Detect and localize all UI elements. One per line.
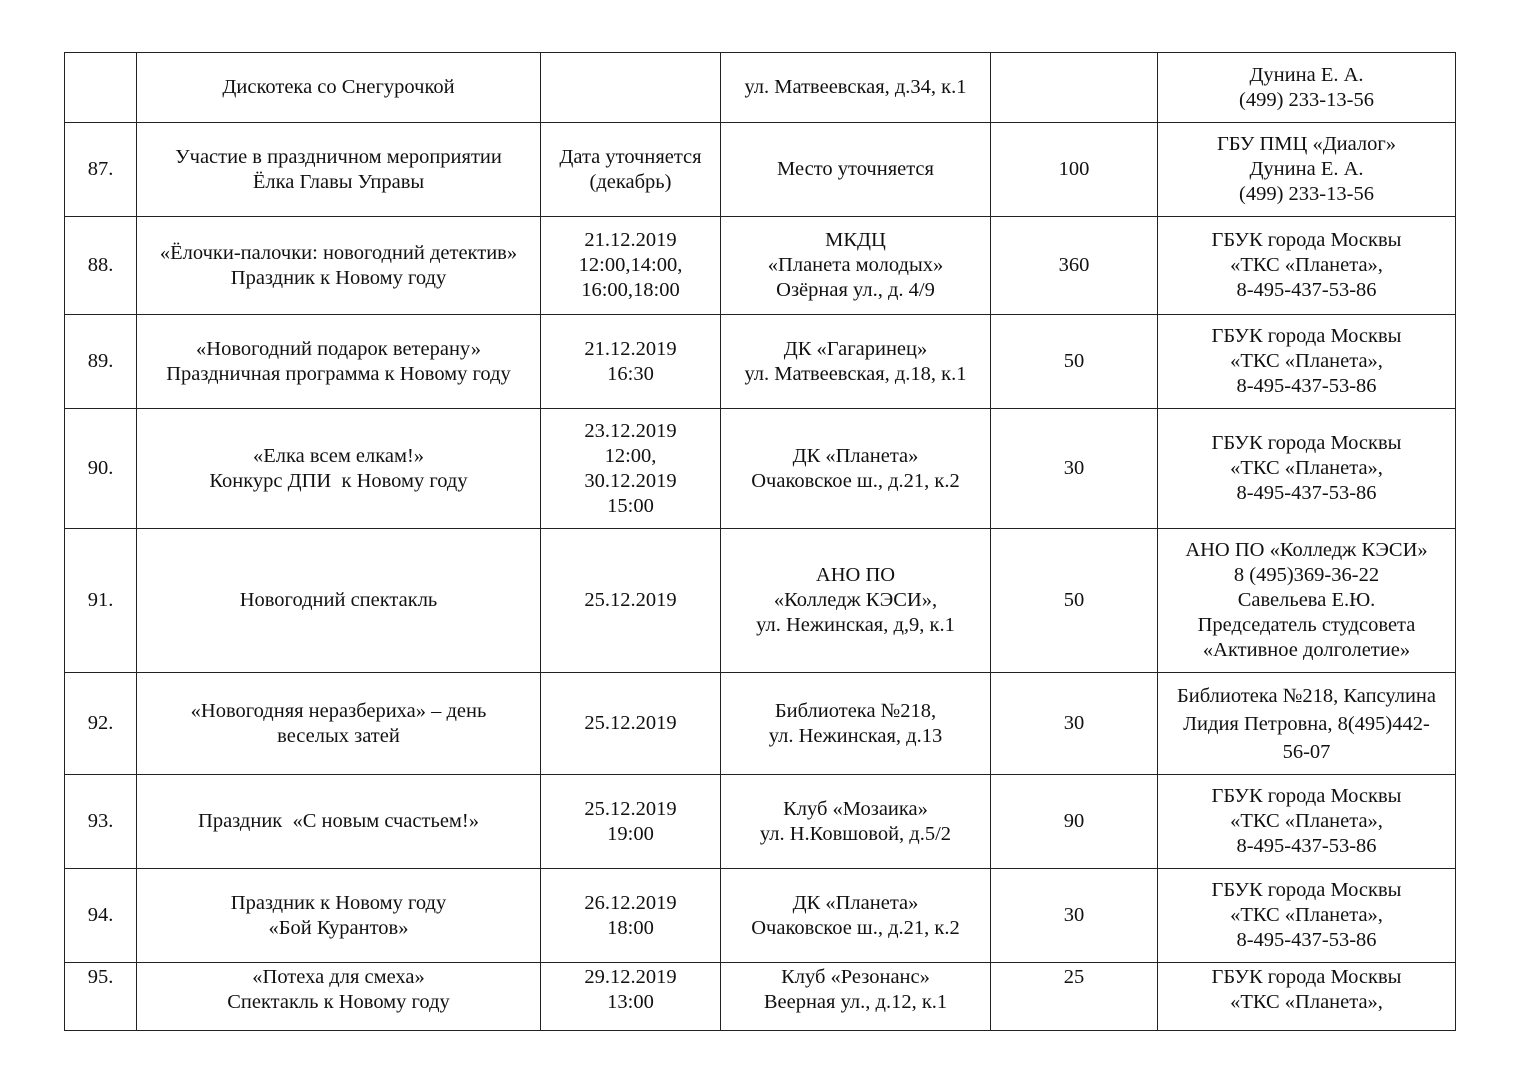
organizer-cell bbox=[1158, 869, 1456, 963]
organizer-line: 8 (495)369-36-22 bbox=[1233, 564, 1380, 586]
organizer-line: ГБУК города Москвы bbox=[1211, 229, 1402, 251]
organizer-cell bbox=[1158, 529, 1456, 673]
place-line: Озёрная ул., д. 4/9 bbox=[776, 279, 935, 301]
date-line: 18:00 bbox=[607, 916, 654, 939]
place-cell bbox=[721, 123, 991, 217]
place-line: ДК «Планета» bbox=[792, 444, 919, 467]
organizer-line: Лидия Петровна, 8(495)442- bbox=[1183, 712, 1430, 735]
date-line: Дата уточняется bbox=[559, 145, 702, 168]
date-cell bbox=[541, 409, 721, 529]
count-cell bbox=[991, 869, 1158, 963]
organizer-line: «ТКС «Планета», bbox=[1230, 810, 1383, 832]
place-cell bbox=[721, 409, 991, 529]
date-line: (декабрь) bbox=[589, 170, 672, 193]
date-line: 21.12.2019 bbox=[584, 337, 677, 360]
event-line: Праздник к Новому году bbox=[230, 266, 447, 289]
date-line: 25.12.2019 bbox=[584, 797, 677, 820]
event-line: «Новогодняя неразбериха» – день bbox=[190, 699, 487, 722]
row-number-cell bbox=[65, 775, 137, 869]
organizer-cell bbox=[1158, 123, 1456, 217]
date-cell bbox=[541, 673, 721, 775]
event-cell bbox=[137, 409, 541, 529]
event-cell bbox=[137, 529, 541, 673]
date-line: 30.12.2019 bbox=[584, 469, 677, 492]
date-line: 16:00,18:00 bbox=[581, 279, 680, 301]
event-cell bbox=[137, 775, 541, 869]
event-line: «Елка всем елкам!» bbox=[252, 444, 425, 467]
place-cell bbox=[721, 869, 991, 963]
place-line: АНО ПО bbox=[815, 564, 896, 586]
place-line: ул. Матвеевская, д.18, к.1 bbox=[744, 362, 967, 385]
table-row bbox=[65, 123, 1456, 217]
event-line: веселых затей bbox=[277, 724, 400, 747]
organizer-cell bbox=[1158, 53, 1456, 123]
organizer-line: 8-495-437-53-86 bbox=[1236, 482, 1377, 504]
count-cell bbox=[991, 123, 1158, 217]
organizer-line: (499) 233-13-56 bbox=[1239, 183, 1374, 205]
row-number-cell bbox=[65, 123, 137, 217]
organizer-cell bbox=[1158, 315, 1456, 409]
date-line: 25.12.2019 bbox=[584, 589, 677, 611]
place-cell bbox=[721, 529, 991, 673]
participant-count: 360 bbox=[1058, 254, 1090, 276]
event-cell bbox=[137, 673, 541, 775]
event-line: «Потеха для смеха» bbox=[252, 966, 425, 988]
event-line: Ёлка Главы Управы bbox=[252, 170, 425, 193]
organizer-line: ГБУК города Москвы bbox=[1211, 785, 1402, 807]
row-number-cell bbox=[65, 963, 137, 1031]
organizer-line: 8-495-437-53-86 bbox=[1236, 375, 1377, 397]
row-number-cell bbox=[65, 673, 137, 775]
event-line: Праздник к Новому году bbox=[230, 891, 447, 914]
organizer-line: 8-495-437-53-86 bbox=[1236, 835, 1377, 857]
row-number: 92. bbox=[87, 712, 114, 734]
place-line: «Колледж КЭСИ», bbox=[773, 589, 938, 611]
date-line: 15:00 bbox=[607, 494, 654, 517]
organizer-line: Савельева Е.Ю. bbox=[1237, 589, 1376, 611]
date-line: 23.12.2019 bbox=[584, 419, 677, 442]
place-line: ДК «Планета» bbox=[792, 891, 919, 914]
row-number-cell bbox=[65, 53, 137, 123]
organizer-line: ГБУК города Москвы bbox=[1211, 325, 1402, 347]
organizer-line: Библиотека №218, Капсулина bbox=[1177, 684, 1436, 707]
table-row bbox=[65, 775, 1456, 869]
date-cell bbox=[541, 529, 721, 673]
row-number: 89. bbox=[87, 350, 114, 372]
row-number: 93. bbox=[87, 810, 114, 832]
count-cell bbox=[991, 673, 1158, 775]
event-line: Дискотека со Снегурочкой bbox=[222, 76, 455, 98]
event-cell bbox=[137, 869, 541, 963]
organizer-line: «ТКС «Планета», bbox=[1230, 254, 1383, 276]
organizer-line: ГБУК города Москвы bbox=[1211, 879, 1402, 901]
date-line: 21.12.2019 bbox=[584, 229, 677, 251]
row-number: 87. bbox=[87, 158, 114, 180]
organizer-line: 56-07 bbox=[1282, 740, 1331, 763]
count-cell bbox=[991, 315, 1158, 409]
place-line: Очаковское ш., д.21, к.2 bbox=[751, 916, 960, 939]
place-line: ул. Матвеевская, д.34, к.1 bbox=[744, 76, 967, 98]
row-number: 88. bbox=[87, 254, 114, 276]
place-line: ул. Нежинская, д.13 bbox=[768, 724, 943, 747]
date-line: 12:00,14:00, bbox=[578, 254, 683, 276]
place-line: ул. Нежинская, д,9, к.1 bbox=[756, 614, 955, 636]
table-row bbox=[65, 673, 1456, 775]
place-line: ДК «Гагаринец» bbox=[783, 337, 928, 360]
row-number: 90. bbox=[87, 457, 114, 479]
organizer-line: ГБУК города Москвы bbox=[1211, 966, 1402, 988]
table-row bbox=[65, 217, 1456, 315]
place-cell bbox=[721, 53, 991, 123]
place-line: Библиотека №218, bbox=[774, 699, 937, 722]
place-line: Место уточняется bbox=[777, 158, 934, 180]
place-cell bbox=[721, 775, 991, 869]
table-row bbox=[65, 53, 1456, 123]
participant-count: 30 bbox=[1063, 457, 1085, 479]
event-line: «Ёлочки-палочки: новогодний детектив» bbox=[159, 241, 518, 264]
organizer-line: ГБУ ПМЦ «Диалог» bbox=[1216, 133, 1397, 155]
event-line: «Новогодний подарок ветерану» bbox=[196, 337, 481, 360]
date-cell bbox=[541, 53, 721, 123]
place-cell bbox=[721, 673, 991, 775]
date-cell bbox=[541, 963, 721, 1031]
place-line: ул. Н.Ковшовой, д.5/2 bbox=[759, 822, 952, 845]
event-cell bbox=[137, 315, 541, 409]
count-cell bbox=[991, 53, 1158, 123]
participant-count: 100 bbox=[1058, 158, 1090, 180]
count-cell bbox=[991, 529, 1158, 673]
date-line: 16:30 bbox=[607, 362, 654, 385]
place-cell bbox=[721, 217, 991, 315]
organizer-line: «ТКС «Планета», bbox=[1230, 350, 1383, 372]
date-cell bbox=[541, 123, 721, 217]
event-line: «Бой Курантов» bbox=[268, 916, 409, 939]
event-line: Новогодний спектакль bbox=[239, 589, 438, 611]
table-row bbox=[65, 963, 1456, 1031]
row-number-cell bbox=[65, 409, 137, 529]
date-cell bbox=[541, 217, 721, 315]
event-line: Конкурс ДПИ к Новому году bbox=[209, 469, 468, 492]
row-number: 91. bbox=[87, 589, 114, 611]
organizer-line: 8-495-437-53-86 bbox=[1236, 279, 1377, 301]
organizer-line: Дунина Е. А. bbox=[1249, 63, 1364, 86]
participant-count: 25 bbox=[1063, 966, 1085, 988]
organizer-line: «ТКС «Планета», bbox=[1230, 904, 1383, 926]
count-cell bbox=[991, 409, 1158, 529]
participant-count: 50 bbox=[1063, 589, 1085, 611]
row-number-cell bbox=[65, 217, 137, 315]
participant-count: 50 bbox=[1063, 350, 1085, 372]
place-line: Клуб «Резонанс» bbox=[781, 966, 930, 988]
organizer-line: АНО ПО «Колледж КЭСИ» bbox=[1185, 539, 1428, 561]
organizer-line: «Активное долголетие» bbox=[1202, 639, 1411, 661]
event-cell bbox=[137, 963, 541, 1031]
events-table-body bbox=[65, 53, 1456, 1031]
date-cell bbox=[541, 775, 721, 869]
count-cell bbox=[991, 217, 1158, 315]
date-line: 25.12.2019 bbox=[584, 712, 677, 734]
event-cell bbox=[137, 217, 541, 315]
count-cell bbox=[991, 775, 1158, 869]
event-line: Участие в праздничном мероприятии bbox=[175, 145, 502, 168]
event-line: Праздник «С новым счастьем!» bbox=[198, 810, 479, 832]
place-cell bbox=[721, 963, 991, 1031]
date-line: 29.12.2019 bbox=[584, 966, 677, 988]
row-number: 94. bbox=[87, 904, 114, 926]
row-number-cell bbox=[65, 529, 137, 673]
row-number: 95. bbox=[87, 966, 114, 988]
participant-count: 30 bbox=[1063, 712, 1085, 734]
organizer-line: ГБУК города Москвы bbox=[1211, 432, 1402, 454]
organizer-cell bbox=[1158, 217, 1456, 315]
participant-count: 30 bbox=[1063, 904, 1085, 926]
place-line: «Планета молодых» bbox=[767, 254, 944, 276]
event-cell bbox=[137, 123, 541, 217]
table-row bbox=[65, 869, 1456, 963]
date-cell bbox=[541, 315, 721, 409]
organizer-cell bbox=[1158, 409, 1456, 529]
table-row bbox=[65, 409, 1456, 529]
date-line: 12:00, bbox=[604, 444, 657, 467]
place-line: Клуб «Мозаика» bbox=[783, 797, 928, 820]
participant-count: 90 bbox=[1063, 810, 1085, 832]
events-table bbox=[64, 52, 1456, 1031]
table-row bbox=[65, 315, 1456, 409]
row-number-cell bbox=[65, 869, 137, 963]
organizer-cell bbox=[1158, 963, 1456, 1031]
organizer-line: Дунина Е. А. bbox=[1249, 158, 1364, 180]
place-line: Очаковское ш., д.21, к.2 bbox=[751, 469, 960, 492]
organizer-line: Председатель студсовета bbox=[1197, 614, 1416, 636]
event-line: Праздничная программа к Новому году bbox=[166, 362, 511, 385]
date-cell bbox=[541, 869, 721, 963]
place-line: Веерная ул., д.12, к.1 bbox=[763, 991, 948, 1013]
place-line: МКДЦ bbox=[825, 229, 886, 251]
organizer-cell bbox=[1158, 673, 1456, 775]
organizer-line: 8-495-437-53-86 bbox=[1236, 929, 1377, 951]
count-cell bbox=[991, 963, 1158, 1031]
date-line: 19:00 bbox=[607, 822, 654, 845]
organizer-line: «ТКС «Планета», bbox=[1230, 457, 1383, 479]
table-row bbox=[65, 529, 1456, 673]
event-line: Спектакль к Новому году bbox=[227, 991, 450, 1013]
organizer-line: (499) 233-13-56 bbox=[1239, 88, 1374, 111]
row-number-cell bbox=[65, 315, 137, 409]
organizer-line: «ТКС «Планета», bbox=[1230, 991, 1383, 1013]
place-cell bbox=[721, 315, 991, 409]
date-line: 26.12.2019 bbox=[584, 891, 677, 914]
date-line: 13:00 bbox=[607, 991, 654, 1013]
event-cell bbox=[137, 53, 541, 123]
organizer-cell bbox=[1158, 775, 1456, 869]
